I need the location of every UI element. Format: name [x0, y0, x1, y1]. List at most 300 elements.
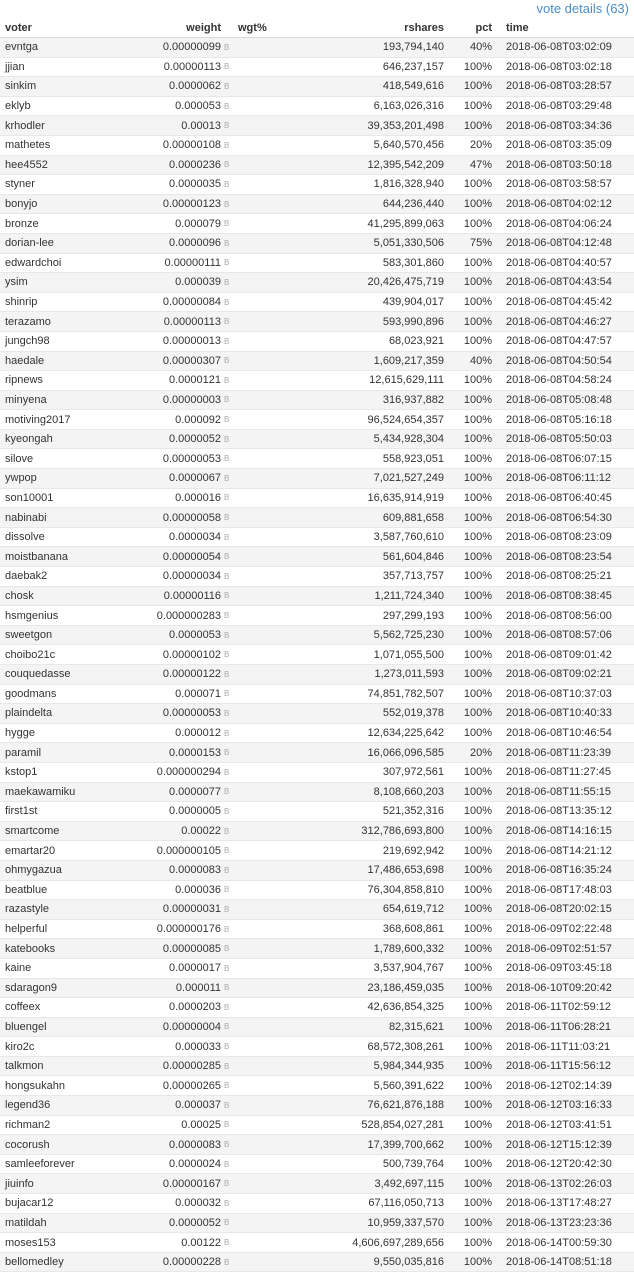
rshares-cell: 357,713,757 — [308, 567, 444, 587]
voter-cell[interactable]: moses153 — [0, 1233, 155, 1253]
time-cell: 2018-06-08T04:12:48 — [492, 233, 634, 253]
time-cell: 2018-06-08T04:02:12 — [492, 194, 634, 214]
pct-cell: 100% — [444, 1115, 492, 1135]
table-row — [0, 96, 634, 116]
weight-cell: 0.0000035 — [155, 175, 221, 195]
pct-cell: 100% — [444, 371, 492, 391]
wgt-pct-cell — [238, 1017, 308, 1037]
wgt-pct-cell — [238, 410, 308, 430]
weight-unit-label: B — [221, 998, 238, 1018]
weight-cell: 0.0000024 — [155, 1154, 221, 1174]
table-row — [0, 762, 634, 782]
voter-cell[interactable]: moistbanana — [0, 547, 155, 567]
weight-unit-label: B — [221, 900, 238, 920]
voter-cell[interactable]: samleeforever — [0, 1154, 155, 1174]
wgt-pct-cell — [238, 527, 308, 547]
pct-cell: 100% — [444, 1096, 492, 1116]
time-cell: 2018-06-13T23:23:36 — [492, 1213, 634, 1233]
rshares-cell: 68,023,921 — [308, 331, 444, 351]
time-cell: 2018-06-08T05:50:03 — [492, 429, 634, 449]
wgt-pct-cell — [238, 96, 308, 116]
weight-cell: 0.0000203 — [155, 998, 221, 1018]
table-row — [0, 155, 634, 175]
column-header-wgt-pct[interactable]: wgt% — [238, 18, 308, 38]
pct-cell: 100% — [444, 841, 492, 861]
table-row — [0, 1096, 634, 1116]
pct-cell: 100% — [444, 704, 492, 724]
rshares-cell: 418,549,616 — [308, 77, 444, 97]
weight-cell: 0.00000167 — [155, 1174, 221, 1194]
table-row — [0, 371, 634, 391]
rshares-cell: 4,606,697,289,656 — [308, 1233, 444, 1253]
wgt-pct-cell — [238, 606, 308, 626]
wgt-pct-cell — [238, 665, 308, 685]
rshares-cell: 558,923,051 — [308, 449, 444, 469]
voter-cell[interactable]: razastyle — [0, 900, 155, 920]
voter-cell[interactable]: helperful — [0, 919, 155, 939]
pct-cell: 100% — [444, 547, 492, 567]
column-header-time[interactable]: time — [492, 18, 634, 38]
time-cell: 2018-06-11T15:56:12 — [492, 1056, 634, 1076]
table-row — [0, 1135, 634, 1155]
weight-cell: 0.000000294 — [155, 762, 221, 782]
rshares-cell: 5,640,570,456 — [308, 135, 444, 155]
weight-cell: 0.00000108 — [155, 135, 221, 155]
weight-cell: 0.000000176 — [155, 919, 221, 939]
wgt-pct-cell — [238, 469, 308, 489]
voter-cell[interactable]: katebooks — [0, 939, 155, 959]
weight-unit-label: B — [221, 665, 238, 685]
wgt-pct-cell — [238, 723, 308, 743]
voter-cell[interactable]: kstop1 — [0, 762, 155, 782]
time-cell: 2018-06-14T00:59:30 — [492, 1233, 634, 1253]
time-cell: 2018-06-12T03:16:33 — [492, 1096, 634, 1116]
table-row — [0, 429, 634, 449]
pct-cell: 100% — [444, 1135, 492, 1155]
pct-cell: 100% — [444, 292, 492, 312]
rshares-cell: 96,524,654,357 — [308, 410, 444, 430]
rshares-cell: 76,621,876,188 — [308, 1096, 444, 1116]
votes-table — [0, 18, 634, 1272]
voter-cell[interactable]: haedale — [0, 351, 155, 371]
weight-unit-label: B — [221, 410, 238, 430]
weight-cell: 0.00025 — [155, 1115, 221, 1135]
time-cell: 2018-06-08T03:02:09 — [492, 38, 634, 58]
voter-cell[interactable]: son10001 — [0, 488, 155, 508]
pct-cell: 100% — [444, 214, 492, 234]
table-row — [0, 704, 634, 724]
wgt-pct-cell — [238, 1096, 308, 1116]
table-row — [0, 998, 634, 1018]
voter-cell[interactable]: emartar20 — [0, 841, 155, 861]
time-cell: 2018-06-08T20:02:15 — [492, 900, 634, 920]
weight-cell: 0.000000105 — [155, 841, 221, 861]
voter-cell[interactable]: hee4552 — [0, 155, 155, 175]
wgt-pct-cell — [238, 547, 308, 567]
rshares-cell: 3,492,697,115 — [308, 1174, 444, 1194]
voter-cell[interactable]: shinrip — [0, 292, 155, 312]
voter-cell[interactable]: paramil — [0, 743, 155, 763]
rshares-cell: 76,304,858,810 — [308, 880, 444, 900]
time-cell: 2018-06-08T16:35:24 — [492, 860, 634, 880]
time-cell: 2018-06-08T14:21:12 — [492, 841, 634, 861]
time-cell: 2018-06-08T14:16:15 — [492, 821, 634, 841]
voter-cell[interactable]: ohmygazua — [0, 860, 155, 880]
voter-cell[interactable]: sinkim — [0, 77, 155, 97]
pct-cell: 100% — [444, 978, 492, 998]
wgt-pct-cell — [238, 116, 308, 136]
weight-cell: 0.000071 — [155, 684, 221, 704]
weight-cell: 0.0000083 — [155, 860, 221, 880]
wgt-pct-cell — [238, 586, 308, 606]
weight-unit-label: B — [221, 1096, 238, 1116]
voter-cell[interactable]: motiving2017 — [0, 410, 155, 430]
weight-cell: 0.0000067 — [155, 469, 221, 489]
voter-cell[interactable]: legend36 — [0, 1096, 155, 1116]
voter-cell[interactable]: kyeongah — [0, 429, 155, 449]
weight-cell: 0.00000085 — [155, 939, 221, 959]
wgt-pct-cell — [238, 762, 308, 782]
rshares-cell: 20,426,475,719 — [308, 273, 444, 293]
time-cell: 2018-06-08T11:27:45 — [492, 762, 634, 782]
pct-cell: 100% — [444, 273, 492, 293]
weight-cell: 0.00000058 — [155, 508, 221, 528]
voter-cell[interactable]: choibo21c — [0, 645, 155, 665]
weight-cell: 0.00022 — [155, 821, 221, 841]
table-row — [0, 821, 634, 841]
voter-cell[interactable]: hsmgenius — [0, 606, 155, 626]
table-row — [0, 488, 634, 508]
voter-cell[interactable]: goodmans — [0, 684, 155, 704]
pct-cell: 100% — [444, 782, 492, 802]
weight-cell: 0.00000053 — [155, 704, 221, 724]
weight-cell: 0.00000099 — [155, 38, 221, 58]
time-cell: 2018-06-12T02:14:39 — [492, 1076, 634, 1096]
voter-cell[interactable]: terazamo — [0, 312, 155, 332]
voter-cell[interactable]: jjian — [0, 57, 155, 77]
pct-cell: 100% — [444, 1037, 492, 1057]
table-row — [0, 1076, 634, 1096]
rshares-cell: 23,186,459,035 — [308, 978, 444, 998]
table-row — [0, 567, 634, 587]
voter-cell[interactable]: bujacar12 — [0, 1194, 155, 1214]
voter-cell[interactable]: matildah — [0, 1213, 155, 1233]
weight-unit-label: B — [221, 1252, 238, 1272]
rshares-cell: 41,295,899,063 — [308, 214, 444, 234]
wgt-pct-cell — [238, 1213, 308, 1233]
voter-cell[interactable]: silove — [0, 449, 155, 469]
rshares-cell: 1,273,011,593 — [308, 665, 444, 685]
voter-cell[interactable]: daebak2 — [0, 567, 155, 587]
weight-unit-label: B — [221, 390, 238, 410]
pct-cell: 100% — [444, 1233, 492, 1253]
rshares-cell: 561,604,846 — [308, 547, 444, 567]
wgt-pct-cell — [238, 371, 308, 391]
time-cell: 2018-06-08T10:40:33 — [492, 704, 634, 724]
pct-cell: 100% — [444, 606, 492, 626]
weight-cell: 0.00000228 — [155, 1252, 221, 1272]
voter-cell[interactable]: bellomedley — [0, 1252, 155, 1272]
rshares-cell: 193,794,140 — [308, 38, 444, 58]
wgt-pct-cell — [238, 704, 308, 724]
pct-cell: 100% — [444, 684, 492, 704]
weight-cell: 0.000033 — [155, 1037, 221, 1057]
table-row — [0, 116, 634, 136]
table-row — [0, 645, 634, 665]
pct-cell: 100% — [444, 802, 492, 822]
rshares-cell: 5,434,928,304 — [308, 429, 444, 449]
time-cell: 2018-06-12T20:42:30 — [492, 1154, 634, 1174]
voter-cell[interactable]: bronze — [0, 214, 155, 234]
wgt-pct-cell — [238, 429, 308, 449]
rshares-cell: 1,211,724,340 — [308, 586, 444, 606]
time-cell: 2018-06-09T02:22:48 — [492, 919, 634, 939]
pct-cell: 100% — [444, 625, 492, 645]
rshares-cell: 368,608,861 — [308, 919, 444, 939]
rshares-cell: 583,301,860 — [308, 253, 444, 273]
column-header-pct[interactable]: pct — [444, 18, 492, 38]
vote-details-link[interactable]: vote details (63) — [536, 1, 629, 16]
voter-cell[interactable]: smartcome — [0, 821, 155, 841]
wgt-pct-cell — [238, 841, 308, 861]
voter-cell[interactable]: ysim — [0, 273, 155, 293]
rshares-cell: 439,904,017 — [308, 292, 444, 312]
weight-cell: 0.000032 — [155, 1194, 221, 1214]
voter-cell[interactable]: hygge — [0, 723, 155, 743]
pct-cell: 100% — [444, 665, 492, 685]
table-row — [0, 135, 634, 155]
pct-cell: 100% — [444, 116, 492, 136]
voter-cell[interactable]: eklyb — [0, 96, 155, 116]
table-row — [0, 273, 634, 293]
time-cell: 2018-06-08T13:35:12 — [492, 802, 634, 822]
weight-unit-label: B — [221, 1154, 238, 1174]
wgt-pct-cell — [238, 782, 308, 802]
pct-cell: 100% — [444, 860, 492, 880]
wgt-pct-cell — [238, 1252, 308, 1272]
rshares-cell: 654,619,712 — [308, 900, 444, 920]
weight-cell: 0.0000121 — [155, 371, 221, 391]
pct-cell: 100% — [444, 96, 492, 116]
voter-cell[interactable]: first1st — [0, 802, 155, 822]
pct-cell: 100% — [444, 1076, 492, 1096]
weight-cell: 0.000092 — [155, 410, 221, 430]
weight-unit-label: B — [221, 1076, 238, 1096]
rshares-cell: 17,486,653,698 — [308, 860, 444, 880]
time-cell: 2018-06-08T04:50:54 — [492, 351, 634, 371]
table-row — [0, 410, 634, 430]
voter-cell[interactable]: jiuinfo — [0, 1174, 155, 1194]
weight-unit-label: B — [221, 684, 238, 704]
pct-cell: 100% — [444, 919, 492, 939]
weight-cell: 0.00000034 — [155, 567, 221, 587]
voter-cell[interactable]: ripnews — [0, 371, 155, 391]
voter-cell[interactable]: dissolve — [0, 527, 155, 547]
pct-cell: 100% — [444, 175, 492, 195]
table-row — [0, 625, 634, 645]
table-row — [0, 233, 634, 253]
pct-cell: 100% — [444, 410, 492, 430]
pct-cell: 100% — [444, 1252, 492, 1272]
pct-cell: 100% — [444, 1194, 492, 1214]
voter-cell[interactable]: plaindelta — [0, 704, 155, 724]
voter-cell[interactable]: evntga — [0, 38, 155, 58]
rshares-cell: 5,051,330,506 — [308, 233, 444, 253]
voter-cell[interactable]: hongsukahn — [0, 1076, 155, 1096]
pct-cell: 100% — [444, 821, 492, 841]
weight-cell: 0.00000123 — [155, 194, 221, 214]
time-cell: 2018-06-14T08:51:18 — [492, 1252, 634, 1272]
weight-unit-label: B — [221, 135, 238, 155]
pct-cell: 100% — [444, 880, 492, 900]
weight-cell: 0.00000031 — [155, 900, 221, 920]
time-cell: 2018-06-08T08:25:21 — [492, 567, 634, 587]
time-cell: 2018-06-08T03:28:57 — [492, 77, 634, 97]
time-cell: 2018-06-08T08:23:54 — [492, 547, 634, 567]
time-cell: 2018-06-13T02:26:03 — [492, 1174, 634, 1194]
wgt-pct-cell — [238, 978, 308, 998]
wgt-pct-cell — [238, 998, 308, 1018]
voter-cell[interactable]: jungch98 — [0, 331, 155, 351]
column-header-rshares[interactable]: rshares — [308, 18, 444, 38]
pct-cell: 100% — [444, 567, 492, 587]
voter-cell[interactable]: maekawamiku — [0, 782, 155, 802]
time-cell: 2018-06-08T03:58:57 — [492, 175, 634, 195]
voter-cell[interactable]: kaine — [0, 958, 155, 978]
weight-cell: 0.000039 — [155, 273, 221, 293]
wgt-pct-cell — [238, 880, 308, 900]
weight-unit-label: B — [221, 547, 238, 567]
time-cell: 2018-06-09T02:51:57 — [492, 939, 634, 959]
weight-cell: 0.000000283 — [155, 606, 221, 626]
weight-unit-label: B — [221, 488, 238, 508]
voter-cell[interactable]: chosk — [0, 586, 155, 606]
pct-cell: 100% — [444, 723, 492, 743]
pct-cell: 75% — [444, 233, 492, 253]
voter-cell[interactable]: sweetgon — [0, 625, 155, 645]
weight-cell: 0.000053 — [155, 96, 221, 116]
voter-cell[interactable]: cocorush — [0, 1135, 155, 1155]
weight-cell: 0.0000083 — [155, 1135, 221, 1155]
voter-cell[interactable]: ywpop — [0, 469, 155, 489]
voter-cell[interactable]: beatblue — [0, 880, 155, 900]
table-row — [0, 194, 634, 214]
weight-cell: 0.0000153 — [155, 743, 221, 763]
rshares-cell: 5,560,391,622 — [308, 1076, 444, 1096]
voter-cell[interactable]: nabinabi — [0, 508, 155, 528]
weight-unit-label: B — [221, 821, 238, 841]
weight-unit-label: B — [221, 77, 238, 97]
rshares-cell: 16,635,914,919 — [308, 488, 444, 508]
wgt-pct-cell — [238, 567, 308, 587]
voter-cell[interactable]: mathetes — [0, 135, 155, 155]
voter-cell[interactable]: minyena — [0, 390, 155, 410]
weight-cell: 0.0000017 — [155, 958, 221, 978]
voter-cell[interactable]: krhodler — [0, 116, 155, 136]
time-cell: 2018-06-08T03:29:48 — [492, 96, 634, 116]
weight-cell: 0.00000265 — [155, 1076, 221, 1096]
voter-cell[interactable]: coffeex — [0, 998, 155, 1018]
weight-cell: 0.0000077 — [155, 782, 221, 802]
time-cell: 2018-06-13T17:48:27 — [492, 1194, 634, 1214]
voter-cell[interactable]: couquedasse — [0, 665, 155, 685]
table-row — [0, 351, 634, 371]
weight-cell: 0.000037 — [155, 1096, 221, 1116]
weight-unit-label: B — [221, 469, 238, 489]
wgt-pct-cell — [238, 625, 308, 645]
rshares-cell: 644,236,440 — [308, 194, 444, 214]
weight-unit-label: B — [221, 292, 238, 312]
weight-unit-label: B — [221, 919, 238, 939]
rshares-cell: 67,116,050,713 — [308, 1194, 444, 1214]
time-cell: 2018-06-08T08:23:09 — [492, 527, 634, 547]
wgt-pct-cell — [238, 331, 308, 351]
pct-cell: 100% — [444, 958, 492, 978]
weight-unit-label: B — [221, 880, 238, 900]
weight-unit-label: B — [221, 802, 238, 822]
table-row — [0, 77, 634, 97]
table-row — [0, 469, 634, 489]
rshares-cell: 312,786,693,800 — [308, 821, 444, 841]
voter-cell[interactable]: richman2 — [0, 1115, 155, 1135]
table-row — [0, 586, 634, 606]
rshares-cell: 316,937,882 — [308, 390, 444, 410]
time-cell: 2018-06-08T04:40:57 — [492, 253, 634, 273]
time-cell: 2018-06-08T05:08:48 — [492, 390, 634, 410]
table-row — [0, 919, 634, 939]
voter-cell[interactable]: dorian-lee — [0, 233, 155, 253]
time-cell: 2018-06-08T08:56:00 — [492, 606, 634, 626]
wgt-pct-cell — [238, 645, 308, 665]
column-header-voter[interactable]: voter — [0, 18, 155, 38]
time-cell: 2018-06-12T15:12:39 — [492, 1135, 634, 1155]
table-row — [0, 684, 634, 704]
weight-unit-label: B — [221, 762, 238, 782]
voter-cell[interactable]: sdaragon9 — [0, 978, 155, 998]
voter-cell[interactable]: edwardchoi — [0, 253, 155, 273]
column-header-weight[interactable]: weight — [155, 18, 221, 38]
voter-cell[interactable]: talkmon — [0, 1056, 155, 1076]
rshares-cell: 82,315,621 — [308, 1017, 444, 1037]
time-cell: 2018-06-08T05:16:18 — [492, 410, 634, 430]
weight-unit-label: B — [221, 273, 238, 293]
time-cell: 2018-06-08T04:47:57 — [492, 331, 634, 351]
weight-unit-label: B — [221, 429, 238, 449]
voter-cell[interactable]: bonyjo — [0, 194, 155, 214]
voter-cell[interactable]: bluengel — [0, 1017, 155, 1037]
wgt-pct-cell — [238, 57, 308, 77]
wgt-pct-cell — [238, 684, 308, 704]
voter-cell[interactable]: styner — [0, 175, 155, 195]
table-row — [0, 527, 634, 547]
pct-cell: 100% — [444, 390, 492, 410]
rshares-cell: 6,163,026,316 — [308, 96, 444, 116]
wgt-pct-cell — [238, 900, 308, 920]
weight-unit-label: B — [221, 57, 238, 77]
weight-unit-label: B — [221, 978, 238, 998]
pct-cell: 100% — [444, 998, 492, 1018]
rshares-cell: 74,851,782,507 — [308, 684, 444, 704]
weight-unit-label: B — [221, 214, 238, 234]
weight-unit-label: B — [221, 1037, 238, 1057]
weight-unit-label: B — [221, 1017, 238, 1037]
wgt-pct-cell — [238, 1154, 308, 1174]
wgt-pct-cell — [238, 390, 308, 410]
time-cell: 2018-06-10T09:20:42 — [492, 978, 634, 998]
voter-cell[interactable]: kiro2c — [0, 1037, 155, 1057]
time-cell: 2018-06-09T03:45:18 — [492, 958, 634, 978]
time-cell: 2018-06-08T03:02:18 — [492, 57, 634, 77]
